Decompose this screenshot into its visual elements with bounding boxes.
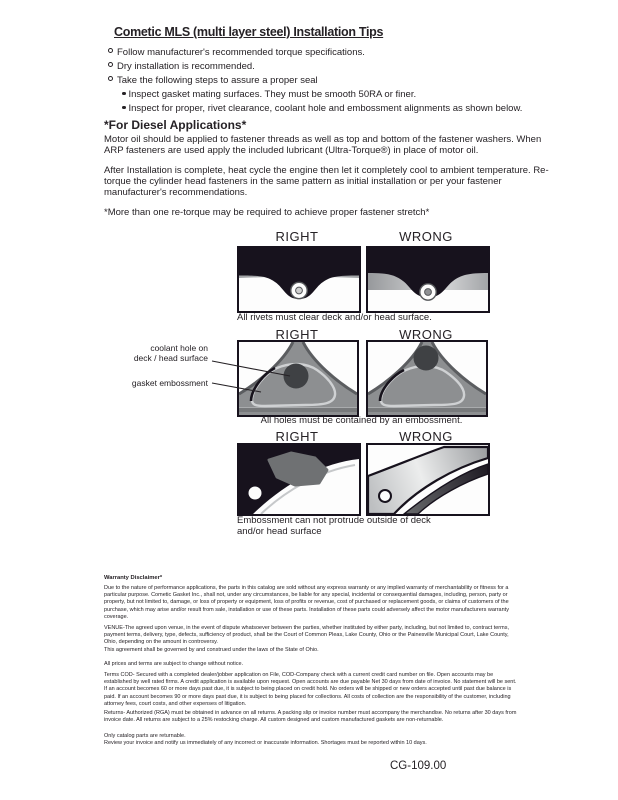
rivet-clearance-right-illustration	[237, 246, 361, 313]
bullet-icon	[122, 92, 126, 96]
terms-paragraph: Terms COD- Secured with a completed dealer/jobber application on File, COD-Company check with a current credit card number on file. Open accounts may be established by well rated firms. A credit application is available upon request. Open accounts are due payable Net 30 days from date of invoice. No statement will be sent. If an account becomes 60 or more days past due, it is subject to being placed on credit hold. No orders will be shipped or new orders accepted until past due balance is paid. If an account becomes 90 or more days past due, it is subject to being placed for collections. All costs of collection are the responsibility of the customer, including attorney fees, court costs, and other expenses of litigation.	[104, 672, 517, 707]
wrong-label: WRONG	[399, 229, 453, 244]
open-bullet-icon	[108, 62, 113, 67]
embossment-caption	[237, 515, 517, 537]
coolant-hole-label	[104, 343, 208, 363]
tip-text: Follow manufacturer's recommended torque specifications.	[117, 47, 365, 58]
warranty-paragraph: Due to the nature of performance applications, the parts in this catalog are sold without any express warranty or any implied warranty of merchantability or fitness for a particular purpose. Cometic Gasket Inc., shall not, under any circumstances, be liable for any special, incidental or consequential damages, including, person, party or property, but not limited to, damage, or loss of property or equipment, loss of profits or revenue, cost of purchased or replacement goods, or claims of customers of the purchase, which may arise and/or result from sale, installation or use of these parts. Installation of these parts could adversely affect the motor manufacturers warranty coverage.	[104, 585, 509, 620]
protrusion-right-graphic	[239, 445, 359, 514]
governing-law-line: This agreement shall be governed by and construed under the laws of the State of Ohio.	[104, 647, 319, 653]
hole-embossment-wrong-illustration	[366, 340, 488, 417]
page-title: Cometic MLS (multi layer steel) Installation Tips	[114, 25, 384, 39]
returnable-line: Only catalog parts are returnable.	[104, 733, 186, 739]
hole-right-graphic	[239, 342, 357, 415]
retorque-note: *More than one re-torque may be required to achieve proper fastener stretch*	[104, 207, 430, 218]
gasket-embossment-label: gasket embossment	[131, 378, 208, 388]
wrong-label: WRONG	[399, 327, 453, 342]
right-label: RIGHT	[275, 327, 319, 342]
diesel-paragraph-2: After Installation is complete, heat cycle the engine then let it completely cool to ambient temperature. Re-torque the cylinder head fasteners in the same pattern as initial installation or per your fastener manufacturer's recommendations.	[104, 165, 549, 198]
document-number: CG-109.00	[390, 760, 447, 772]
prices-line: All prices and terms are subject to change without notice.	[104, 661, 244, 667]
embossment-caption-line2: and/or head surface	[237, 526, 322, 537]
tip-text: Take the following steps to assure a proper seal	[117, 75, 318, 86]
hole-wrong-graphic	[368, 342, 486, 415]
protrusion-right-illustration	[237, 443, 361, 516]
hole-embossment-right-illustration	[237, 340, 359, 417]
review-invoice-line: Review your invoice and notify us immediately of any incorrect or inaccurate information. Shortages must be reported within 10 days.	[104, 740, 427, 746]
rivet-right-graphic	[239, 248, 359, 311]
returns-paragraph: Returns- Authorized (RGA) must be obtained in advance on all returns. A packing slip or invoice number must accompany the merchandise. No returns after 30 days from invoice date. All returns are subject to a 25% restocking charge. All custom designed and custom manufactured gaskets are non-returnable.	[104, 710, 517, 724]
tip-text: Inspect gasket mating surfaces. They must be smooth 50RA or finer.	[128, 89, 417, 100]
warranty-disclaimer-heading: Warranty Disclaimer*	[104, 575, 163, 581]
tip-text: Inspect for proper, rivet clearance, coolant hole and embossment alignments as shown below.	[128, 103, 523, 114]
coolant-hole-label-line1: coolant hole on	[150, 343, 208, 353]
holes-caption: All holes must be contained by an embossment.	[260, 415, 463, 426]
rivet-wrong-graphic	[368, 248, 488, 311]
rivet-caption: All rivets must clear deck and/or head surface.	[237, 312, 432, 323]
bolt-hole-icon	[379, 490, 391, 502]
coolant-hole-label-line2: deck / head surface	[133, 353, 208, 363]
diesel-section-heading: *For Diesel Applications*	[104, 118, 247, 132]
bullet-icon	[122, 106, 126, 110]
list-item	[122, 89, 416, 101]
list-item	[108, 47, 365, 59]
embossment-caption-line1: Embossment can not protrude outside of deck	[237, 515, 431, 526]
right-label: RIGHT	[275, 229, 319, 244]
rivet-clearance-wrong-illustration	[366, 246, 490, 313]
protrusion-wrong-illustration	[366, 443, 490, 516]
bolt-hole-icon	[249, 487, 262, 500]
right-label: RIGHT	[275, 429, 319, 444]
tip-text: Dry installation is recommended.	[117, 61, 255, 72]
venue-paragraph: VENUE-The agreed upon venue, in the event of dispute whatsoever between the parties, whether instituted by either party, including, but not limited to, contract terms, payment terms, delivery, type, defects, sufficiency of product, shall be the Court of Common Pleas, Lake County, Ohio or the Painesville Municipal Court, Lake County, Ohio, depending on the amount in controversy.	[104, 625, 509, 646]
coolant-hole-icon	[414, 346, 439, 371]
list-item	[122, 103, 522, 115]
list-item	[108, 61, 255, 73]
list-item	[108, 75, 318, 87]
wrong-label: WRONG	[399, 429, 453, 444]
open-bullet-icon	[108, 48, 113, 53]
coolant-hole-icon	[284, 364, 309, 389]
open-bullet-icon	[108, 76, 113, 81]
protrusion-wrong-graphic	[368, 445, 488, 514]
diesel-paragraph-1: Motor oil should be applied to fastener threads as well as top and bottom of the fastener washers. When ARP fasteners are used apply the included lubricant (Ultra-Torque®) in place of motor oil.	[104, 134, 542, 156]
